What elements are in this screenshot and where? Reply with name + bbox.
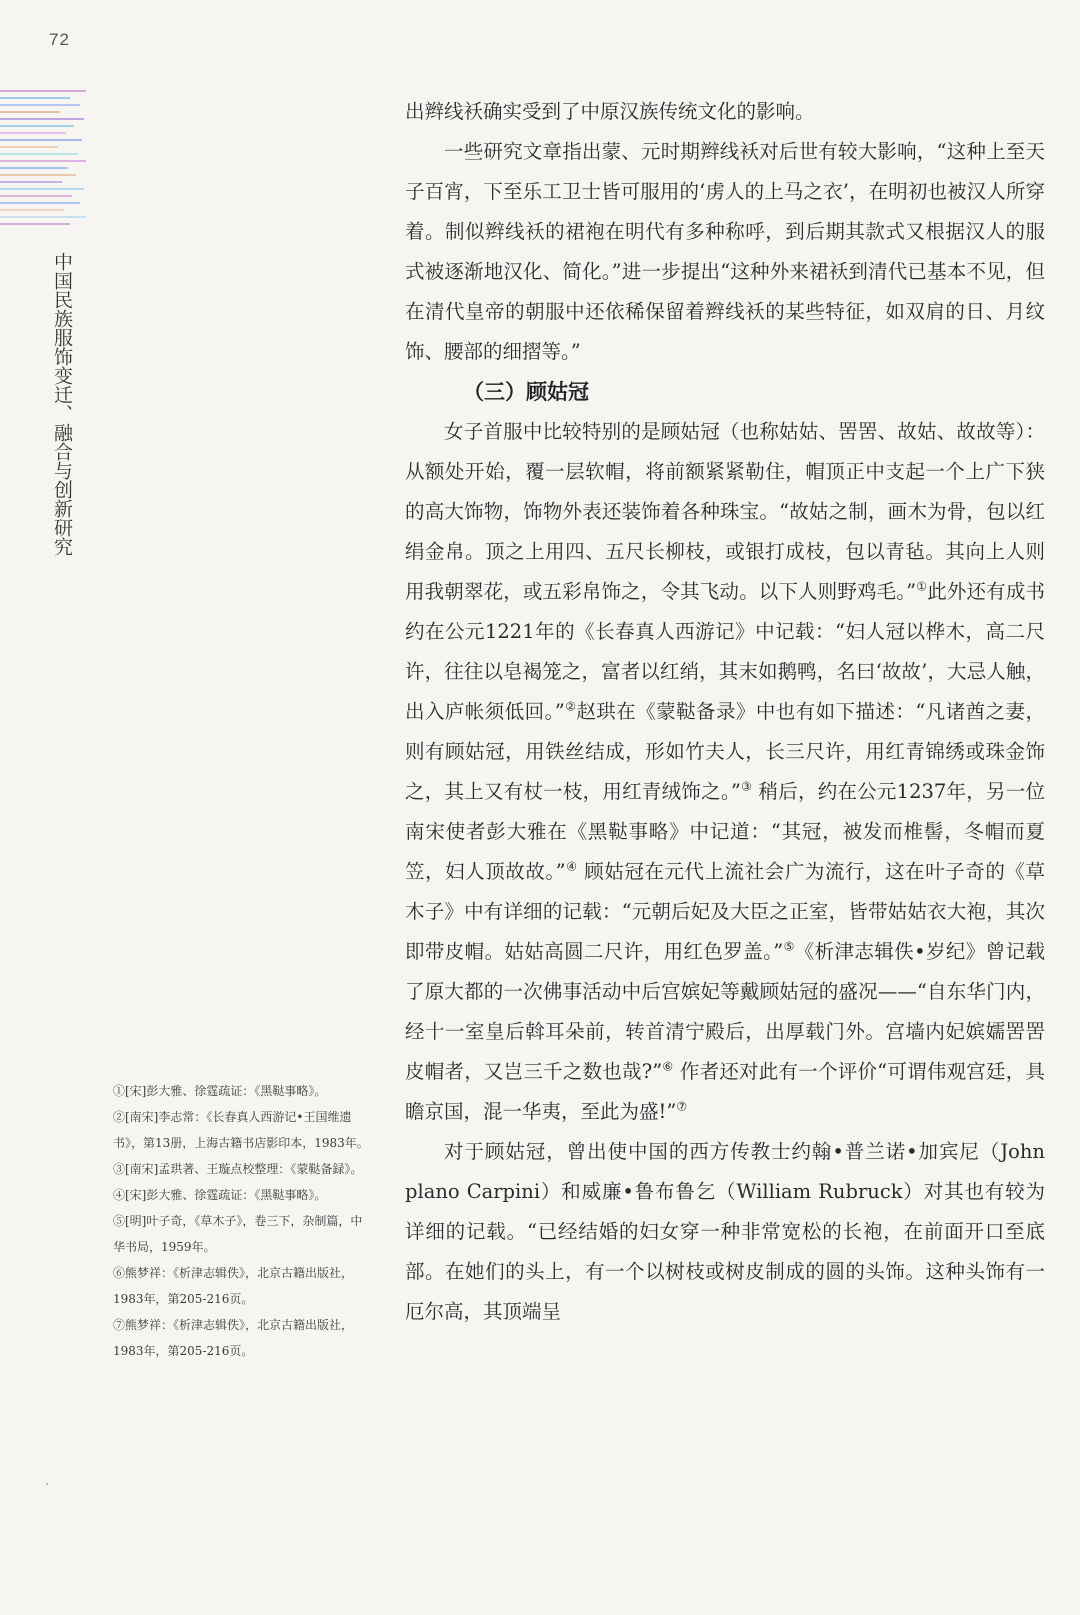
text-segment: 作者还对此有一个评价“可谓伟观宫廷，具瞻京国，混一华夷，至此为盛!” xyxy=(405,1060,1045,1123)
decorative-stripe xyxy=(0,188,84,190)
decorative-stripe xyxy=(0,216,86,218)
footnote-ref-2[interactable]: ② xyxy=(564,699,577,714)
section-heading: （三）顾姑冠 xyxy=(463,380,589,404)
decorative-dot xyxy=(46,1483,48,1485)
decorative-stripe xyxy=(0,132,66,134)
page-number: 72 xyxy=(49,30,70,49)
decorative-stripe xyxy=(0,104,80,106)
footnote-1: ①[宋]彭大雅、徐霆疏证：《黑鞑事略》。 xyxy=(113,1084,327,1098)
footnote-ref-4[interactable]: ④ xyxy=(565,859,578,874)
decorative-stripe xyxy=(0,118,84,120)
decorative-stripe xyxy=(0,202,80,204)
decorative-stripe xyxy=(0,209,64,211)
decorative-stripe xyxy=(0,97,70,99)
decorative-stripe xyxy=(0,160,86,162)
footnote-ref-3[interactable]: ③ xyxy=(740,779,753,794)
decorative-stripe xyxy=(0,90,86,92)
main-body-text xyxy=(405,92,1045,1332)
footnote-2: ②[南宋]李志常：《长春真人西游记•王国维遗书》，第13册，上海古籍书店影印本，1983年。 xyxy=(113,1110,369,1150)
paragraph-missionaries: 对于顾姑冠，曾出使中国的西方传教士约翰•普兰诺•加宾尼（John plano Carpini）和威廉•鲁布鲁乞（William Rubruck）对其也有较为详细的记载。“已经结婚的妇女穿一种非常宽松的长袍，在前面开口至底部。在她们的头上，有一个以树枝或树皮制成的圆的头饰。这种头饰有一厄尔高，其顶端呈 xyxy=(405,1140,1045,1323)
footnote-3: ③[南宋]孟珙著、王璇点校整理：《蒙鞑备録》。 xyxy=(113,1162,363,1176)
decorative-stripe xyxy=(0,167,68,169)
footnote-5: ⑤[明]叶子奇，《草木子》，卷三下，杂制篇，中华书局，1959年。 xyxy=(113,1214,363,1254)
decorative-stripe xyxy=(0,153,78,155)
paragraph-continuation: 出辫线袄确实受到了中原汉族传统文化的影响。 xyxy=(405,100,815,123)
footnote-7: ⑦熊梦祥：《析津志辑佚》，北京古籍出版社，1983年，第205-216页。 xyxy=(113,1318,354,1358)
footnote-ref-1[interactable]: ① xyxy=(916,579,928,594)
decorative-stripe xyxy=(0,181,62,183)
decorative-stripe xyxy=(0,174,76,176)
decorative-stripes xyxy=(0,90,86,235)
footnote-ref-7[interactable]: ⑦ xyxy=(676,1099,688,1114)
decorative-stripe xyxy=(0,139,82,141)
footnote-6: ⑥熊梦祥：《析津志辑佚》，北京古籍出版社，1983年，第205-216页。 xyxy=(113,1266,354,1306)
text-segment: 稍后，约在公元1237年，另一位南宋使者彭大雅在《黑鞑事略》中记道：“其冠，被发而椎髻，冬帽而夏笠，妇人顶故故。” xyxy=(405,780,1045,883)
paragraph-guguguan xyxy=(405,412,1045,1132)
text-segment: 顾姑冠在元代上流社会广为流行，这在叶子奇的《草木子》中有详细的记载：“元朝后妃及大臣之正室，皆带姑姑衣大袍，其次即带皮帽。姑姑高圆二尺许，用红色罗盖。” xyxy=(405,860,1045,963)
footnotes xyxy=(113,1078,373,1364)
decorative-stripe xyxy=(0,195,72,197)
text-segment: 女子首服中比较特别的是顾姑冠（也称姑姑、罟罟、故姑、故故等）：从额处开始，覆一层软帽，将前额紧紧勒住，帽顶正中支起一个上广下狭的高大饰物，饰物外表还装饰着各种珠宝。“故姑之制，画木为骨，包以红绢金帛。顶之上用四、五尺长柳枝，或银打成枝，包以青毡。其向上人则用我朝翠花，或五彩帛饰之，令其飞动。以下人则野鸡毛。” xyxy=(405,420,1045,603)
decorative-stripe xyxy=(0,125,74,127)
decorative-stripe xyxy=(0,146,58,148)
footnote-ref-6[interactable]: ⑥ xyxy=(662,1059,674,1074)
decorative-stripe xyxy=(0,111,60,113)
book-title-vertical: 中国民族服饰变迁、融合与创新研究 xyxy=(51,252,73,556)
text-segment: 《析津志辑佚•岁纪》曾记载了原大都的一次佛事活动中后宫嫔妃等戴顾姑冠的盛况——“自东华门内，经十一室皇后斡耳朵前，转首清宁殿后，出厚载门外。宫墙内妃嫔嬬罟罟皮帽者，又岂三千之数也哉?” xyxy=(405,940,1045,1083)
footnote-ref-5[interactable]: ⑤ xyxy=(783,939,795,954)
paragraph-research-influence: 一些研究文章指出蒙、元时期辫线袄对后世有较大影响，“这种上至天子百宵，下至乐工卫士皆可服用的‘虏人的上马之衣’，在明初也被汉人所穿着。制似辫线袄的裙袍在明代有多种称呼，到后期其款式又根据汉人的服式被逐渐地汉化、简化。”进一步提出“这种外来裙袄到清代已基本不见，但在清代皇帝的朝服中还依稀保留着辫线袄的某些特征，如双肩的日、月纹饰、腰部的细摺等。” xyxy=(405,140,1045,363)
decorative-stripe xyxy=(0,223,70,225)
text-segment: 此外还有成书约在公元1221年的《长春真人西游记》中记载：“妇人冠以桦木，高二尺许，往往以皂褐笼之，富者以红绡，其末如鹅鸭，名曰‘故故’，大忌人触，出入庐帐须低回。” xyxy=(405,580,1045,723)
footnote-4: ④[宋]彭大雅、徐霆疏证：《黑鞑事略》。 xyxy=(113,1188,327,1202)
text-segment: 赵珙在《蒙鞑备录》中也有如下描述：“凡诸酋之妻，则有顾姑冠，用铁丝结成，形如竹夫人，长三尺许，用红青锦绣或珠金饰之，其上又有杖一枝，用红青绒饰之。” xyxy=(405,700,1045,803)
